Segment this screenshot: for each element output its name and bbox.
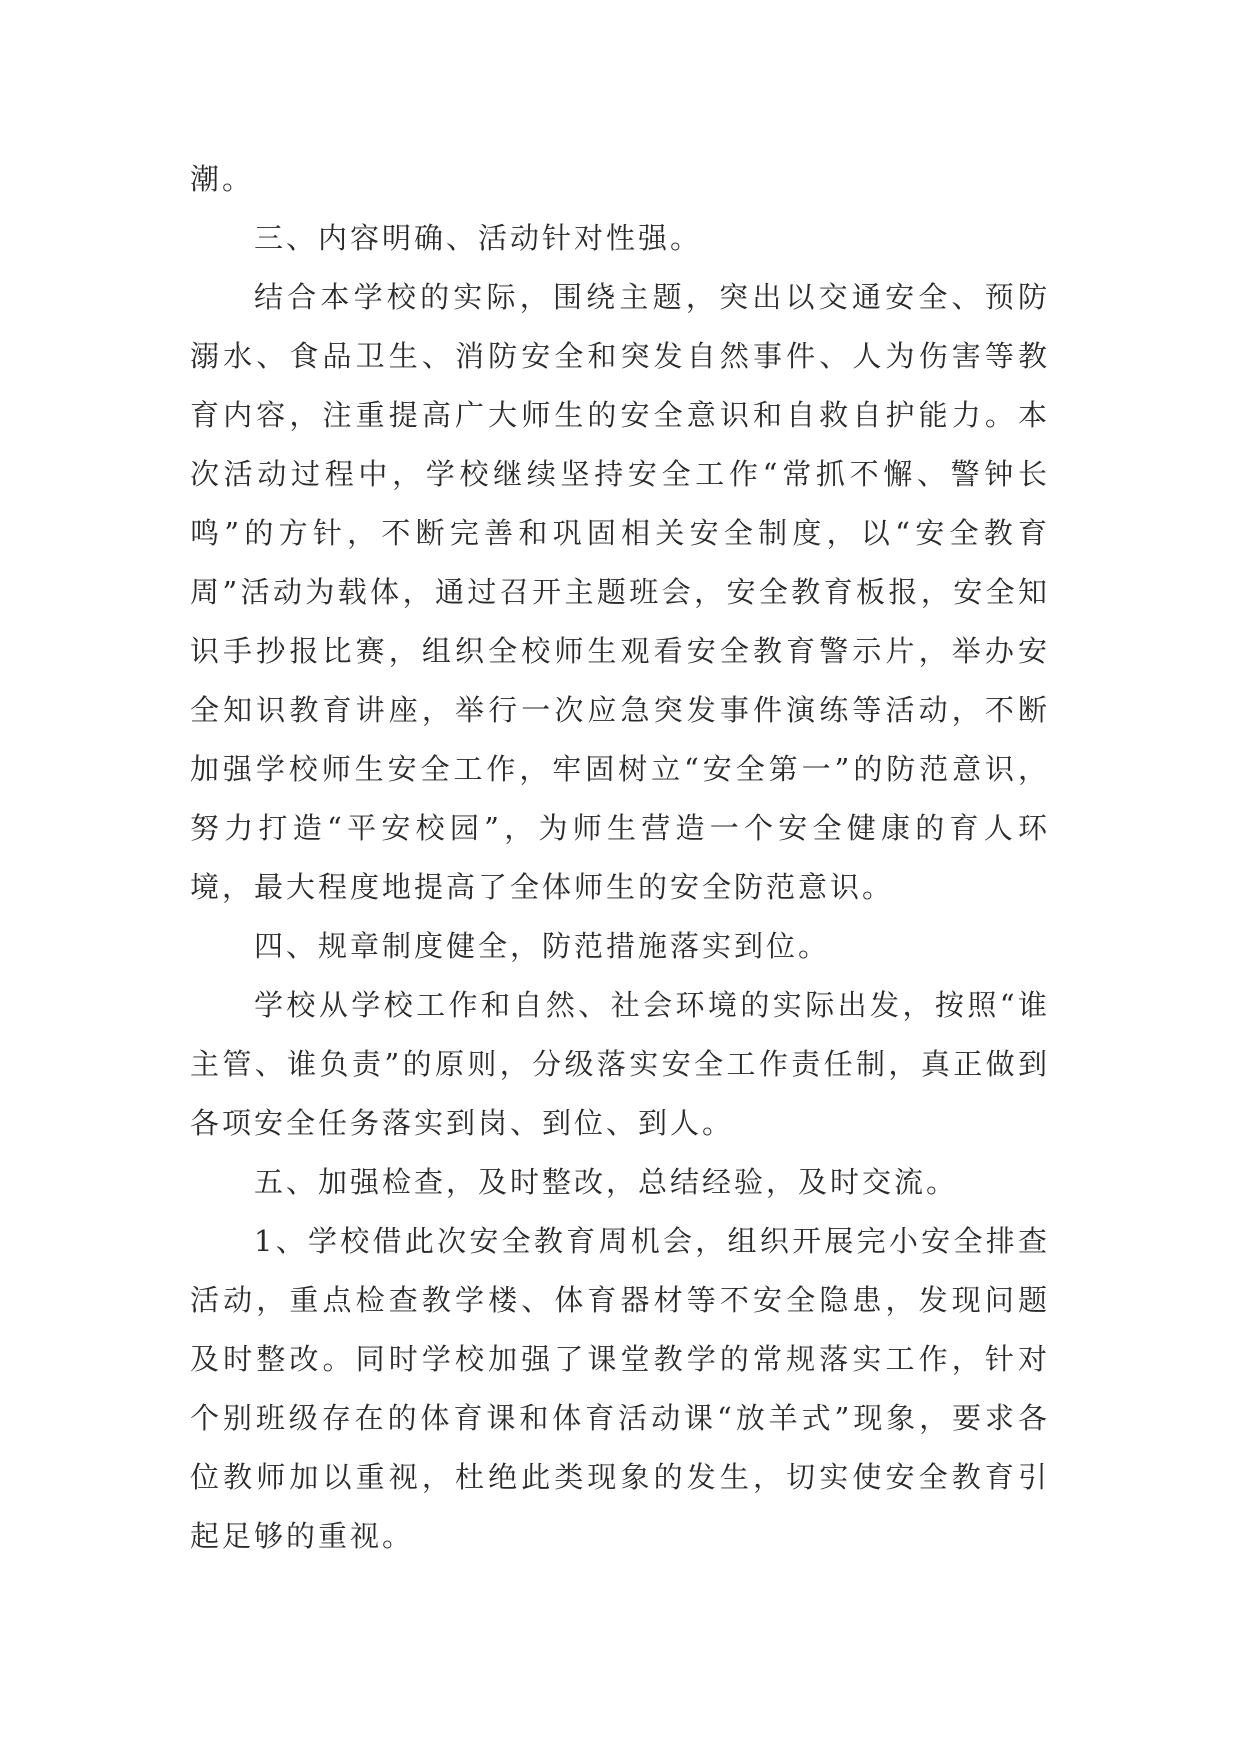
section-heading-4: 四、规章制度健全，防范措施落实到位。	[254, 929, 831, 963]
body-paragraph: 结合本学校的实际，围绕主题，突出以交通安全、预防溺水、食品卫生、消防安全和突发自然事件、人为伤害等教育内容，注重提高广大师生的安全意识和自救自护能力。本次活动过程中，学校继续坚持安全工作“常抓不懈、警钟长鸣”的方针，不断完善和巩固相关安全制度，以“安全教育周”活动为载体，通过召开主题班会，安全教育板报，安全知识手抄报比赛，组织全校师生观看安全教育警示片，举办安全知识教育讲座，举行一次应急突发事件演练等活动，不断加强学校师生安全工作，牢固树立“安全第一”的防范意识，努力打造“平安校园”，为师生营造一个安全健康的育人环境，最大程度地提高了全体师生的安全防范意识。	[190, 280, 1050, 904]
document-body	[190, 150, 1050, 1566]
body-paragraph: 1、学校借此次安全教育周机会，组织开展完小安全排查活动，重点检查教学楼、体育器材等不安全隐患，发现问题及时整改。同时学校加强了课堂教学的常规落实工作，针对个别班级存在的体育课和体育活动课“放羊式”现象，要求各位教师加以重视，杜绝此类现象的发生，切实使安全教育引起足够的重视。	[190, 1224, 1050, 1553]
body-paragraph: 学校从学校工作和自然、社会环境的实际出发，按照“谁主管、谁负责”的原则，分级落实安全工作责任制，真正做到各项安全任务落实到岗、到位、到人。	[190, 988, 1050, 1140]
paragraph-continuation: 潮。	[190, 162, 255, 196]
section-heading-3: 三、内容明确、活动针对性强。	[254, 221, 703, 255]
section-heading-5: 五、加强检查，及时整改，总结经验，及时交流。	[254, 1165, 959, 1199]
